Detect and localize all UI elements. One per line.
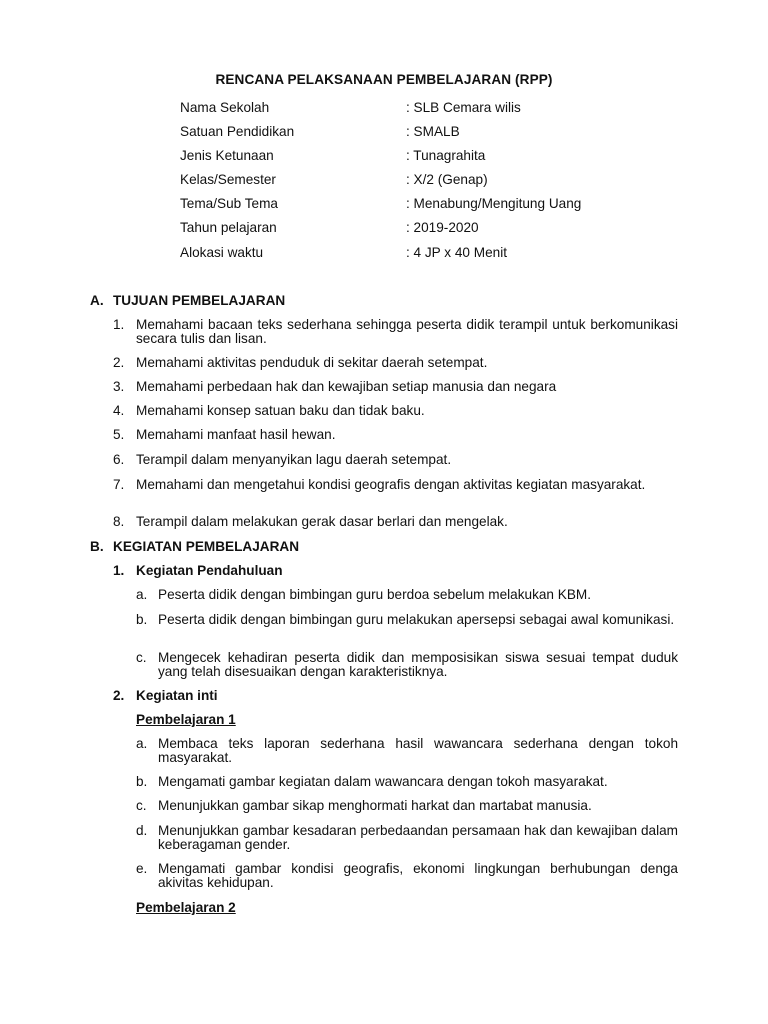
info-value: : Menabung/Mengitung Uang: [406, 196, 582, 212]
list-item: [113, 453, 678, 467]
info-row: [180, 220, 680, 244]
section-title: KEGIATAN PEMBELAJARAN: [113, 539, 300, 554]
section-letter: A.: [90, 293, 104, 308]
lesson-2-heading: Pembelajaran 2: [136, 900, 236, 915]
info-key: Nama Sekolah: [180, 100, 270, 115]
section-a-heading: [90, 293, 285, 308]
info-row: [180, 148, 680, 172]
item-text: Mengamati gambar kondisi geografis, ekonomi lingkungan berhubungan denga akivitas kehidupan.: [158, 861, 678, 890]
item-text: Memahami manfaat hasil hewan.: [136, 427, 336, 442]
info-value: : 4 JP x 40 Menit: [406, 244, 507, 260]
info-value: : SMALB: [406, 124, 460, 140]
info-key: Satuan Pendidikan: [180, 124, 295, 140]
lesson-1-heading: Pembelajaran 1: [136, 712, 236, 727]
section-title: TUJUAN PEMBELAJARAN: [113, 293, 286, 308]
item-text: Terampil dalam menyanyikan lagu daerah setempat.: [136, 452, 452, 467]
item-text: Mengamati gambar kegiatan dalam wawancara dengan tokoh masyarakat.: [158, 774, 608, 789]
item-number: 3.: [113, 379, 125, 394]
list-item: [136, 651, 678, 679]
item-text: Mengecek kehadiran peserta didik dan memposisikan siswa sesuai tempat duduk yang telah disesuaikan dengan karakteristiknya.: [158, 650, 678, 679]
info-value: : SLB Cemara wilis: [406, 100, 521, 115]
subsection-number: 1.: [113, 563, 125, 578]
section-b-heading: [90, 539, 299, 554]
info-key: Tema/Sub Tema: [180, 196, 278, 212]
subsection-number: 2.: [113, 688, 125, 703]
item-text: Memahami aktivitas penduduk di sekitar daerah setempat.: [136, 355, 488, 370]
list-item: [136, 799, 678, 813]
subsection-title: Kegiatan inti: [136, 688, 218, 703]
list-item: [113, 428, 678, 442]
item-number: 2.: [113, 355, 125, 370]
list-item: [113, 515, 678, 529]
info-row: [180, 100, 680, 124]
list-item: [136, 775, 678, 789]
list-item: [113, 478, 678, 492]
info-value: : X/2 (Genap): [406, 172, 488, 188]
item-text: Peserta didik dengan bimbingan guru melakukan apersepsi sebagai awal komunikasi.: [158, 612, 675, 627]
info-key: Kelas/Semester: [180, 172, 276, 188]
item-number: 7.: [113, 477, 125, 492]
item-text: Terampil dalam melakukan gerak dasar berlari dan mengelak.: [136, 514, 508, 529]
item-number: 4.: [113, 403, 125, 418]
item-letter: a.: [136, 587, 148, 602]
info-row: [180, 196, 680, 220]
info-row: [180, 124, 680, 148]
list-item: [136, 824, 678, 852]
info-value: : 2019-2020: [406, 220, 479, 236]
item-text: Memahami dan mengetahui kondisi geografis dengan aktivitas kegiatan masyarakat.: [136, 477, 646, 492]
item-letter: c.: [136, 798, 147, 813]
list-item: [136, 613, 678, 627]
school-info-table: [180, 100, 680, 269]
info-row: [180, 245, 680, 269]
list-item: [113, 404, 678, 418]
item-number: 5.: [113, 427, 125, 442]
list-item: [136, 588, 678, 602]
item-text: Membaca teks laporan sederhana hasil wawancara sederhana dengan tokoh masyarakat.: [158, 736, 678, 765]
item-text: Memahami bacaan teks sederhana sehingga peserta didik terampil untuk berkomunikasi secara tulis dan lisan.: [136, 317, 678, 346]
item-number: 8.: [113, 514, 125, 529]
item-letter: b.: [136, 774, 148, 789]
item-letter: c.: [136, 650, 147, 665]
subsection-heading: [113, 688, 218, 703]
item-letter: e.: [136, 861, 148, 876]
item-text: Memahami perbedaan hak dan kewajiban setiap manusia dan negara: [136, 379, 557, 394]
list-item: [113, 318, 678, 346]
item-letter: a.: [136, 736, 148, 751]
list-item: [136, 737, 678, 765]
item-text: Menunjukkan gambar kesadaran perbedaandan persamaan hak dan kewajiban dalam keberagaman gender.: [158, 823, 678, 852]
info-key: Alokasi waktu: [180, 244, 264, 260]
info-value: : Tunagrahita: [406, 148, 486, 164]
subsection-heading: [113, 563, 283, 578]
item-text: Menunjukkan gambar sikap menghormati harkat dan martabat manusia.: [158, 798, 592, 813]
list-item: [113, 356, 678, 370]
document-title: RENCANA PELAKSANAAN PEMBELAJARAN (RPP): [215, 72, 553, 87]
info-row: [180, 172, 680, 196]
info-key: Jenis Ketunaan: [180, 148, 274, 164]
item-text: Peserta didik dengan bimbingan guru berdoa sebelum melakukan KBM.: [158, 587, 591, 602]
item-number: 6.: [113, 452, 125, 467]
item-letter: b.: [136, 612, 148, 627]
list-item: [113, 380, 678, 394]
list-item: [136, 862, 678, 890]
item-letter: d.: [136, 823, 148, 838]
subsection-title: Kegiatan Pendahuluan: [136, 563, 283, 578]
item-number: 1.: [113, 317, 125, 332]
section-letter: B.: [90, 539, 104, 554]
info-key: Tahun pelajaran: [180, 220, 277, 236]
item-text: Memahami konsep satuan baku dan tidak baku.: [136, 403, 425, 418]
